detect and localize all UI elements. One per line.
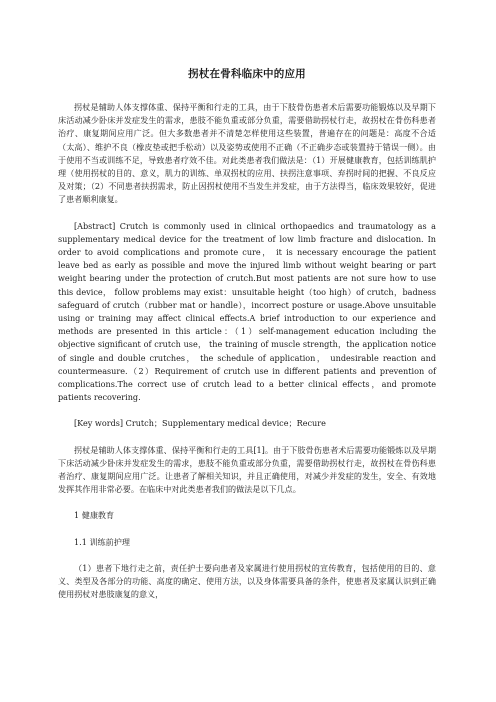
paper-title: 拐杖在骨科临床中的应用 xyxy=(188,68,306,80)
spacer xyxy=(58,404,436,417)
section-1-1-paragraph: （1）患者下地行走之前，责任护士要向患者及家属进行使用拐杖的宣传教育，包括使用的目的、意义、类型及各部分的功能、高度的确定、使用方法，以及身体需要具备的条件，使患者及家属认识到正确使用拐杖对患肢康复的意义， xyxy=(58,562,436,600)
keywords: [Key words] Crutch；Supplementary medical device；Recure xyxy=(74,418,326,429)
abstract-english: [Abstract] Crutch is commonly used in clinical orthopaedics and traumatology as a supplementary medical device for the treatment of low limb fracture and dislocation. In order to avoid complications and promote cure， it is necessary encourage the patient leave bed as early as possible and move the injured limb without weight bearing or part weight bearing under the protection of crutch.But most patients are not sure how to use this device， follow problems may exist：unsuitable height（too high）of crutch，badness safeguard of crutch（rubber mat or handle），incorrect posture or usage.Above unsuitable using or training may affect clinical effects.A brief introduction to our experience and methods are presented in this article：（1）self-management education including the objective significant of crutch use， the training of muscle strength，the application notice of single and double crutches， the schedule of application， undesirable reaction and countermeasure.（2）Requirement of crutch use in different patients and prevention of complications.The correct use of crutch lead to a better clinical effects，and promote patients recovering. xyxy=(58,220,436,403)
spacer xyxy=(58,549,436,562)
spacer xyxy=(58,431,436,444)
spacer xyxy=(58,523,436,536)
intro-paragraph: 拐杖是辅助人体支撑体重、保持平衡和行走的工具[1]。由于下肢骨伤患者术后需要功能锻炼以及早期下床活动减少卧床并发症发生的需求，患肢不能负重或部分负重，需要借助拐杖行走，故拐杖在骨伤科患者治疗、康复期间应用广泛。让患者了解相关知识，并且正确使用，对减少并发症的发生，安全、有效地发挥其作用非常必要。在临床中对此类患者我们的做法是以下几点。 xyxy=(58,444,436,495)
section-heading-1: 1 健康教育 xyxy=(74,510,115,521)
spacer xyxy=(58,207,436,220)
spacer xyxy=(58,496,436,509)
section-heading-1-1: 1.1 训练前护理 xyxy=(74,536,130,547)
abstract-chinese: 拐杖是辅助人体支撑体重、保持平衡和行走的工具，由于下肢骨伤患者术后需要功能锻炼以及早期下床活动减少卧床并发症发生的需求，患肢不能负重或部分负重，需要借助拐杖行走，故拐杖在骨伤科患者治疗、康复期间应用广泛。但大多数患者并不清楚怎样使用这些装置，普遍存在的问题是：高度不合适（太高）、维护不良（橡皮垫或把手松动）以及姿势或使用不正确（不正确步态或装置持于错误一侧）。由于使用不当或训练不足，导致患者疗效不佳。对此类患者我们做法是：（1）开展健康教育，包括训练肌护理（使用拐杖的目的、意义，肌力的训练、单双拐杖的应用、扶拐注意事项、弃拐时间的把握、不良反应及对策；（2）不同患者扶拐需求，防止因拐杖使用不当发生并发症，由于方法得当，临床效果较好，促进了患者顺利康复。 xyxy=(58,102,436,205)
paper-body xyxy=(58,66,436,602)
